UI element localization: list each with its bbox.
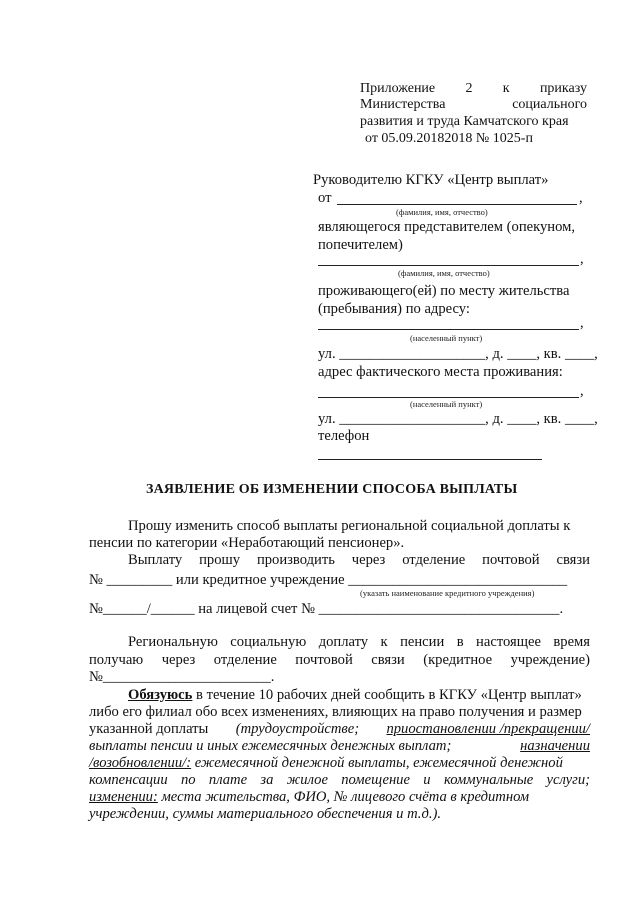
p2-word-2: прошу: [199, 552, 241, 568]
caption-locality-1: (населенный пункт): [410, 333, 483, 343]
p4-line-7: [89, 789, 529, 806]
p1-line-1: Прошу изменить способ выплаты региональной социальной доплаты к: [128, 518, 571, 534]
representative-name-line[interactable]: [318, 265, 579, 266]
phone-label: телефон: [318, 428, 370, 444]
p4-line-7-b: места жительства, ФИО, № лицевого счёта в кредитном: [157, 789, 530, 805]
obliged-word: Обязуюсь: [128, 687, 193, 703]
p4-line-6: [89, 772, 590, 789]
p4-line-8: учреждении, суммы материального обеспечения и т.д.).: [89, 806, 441, 822]
p4-line-3: [89, 721, 590, 738]
residing-text: [318, 282, 588, 318]
appendix-order: приказу: [539, 81, 587, 96]
p4-line-3-b: (трудоустройстве;: [235, 721, 360, 737]
p4-line-3-a: указанной доплаты: [89, 721, 209, 737]
actual-address-label: адрес фактического места проживания:: [318, 364, 563, 380]
appendix-word: Приложение: [360, 81, 436, 96]
appendix-to: к: [502, 81, 510, 96]
street-line-2[interactable]: ул. ____________________, д. ____, кв. ____,: [318, 411, 598, 427]
p4-line-5-a: /возобновлении/:: [89, 755, 192, 771]
p2-word-6: почтовой: [482, 552, 540, 568]
ministry-word: Министерства: [360, 97, 446, 112]
caption-credit-institution: (указать наименование кредитного учреждения): [360, 588, 535, 598]
caption-fio-2: (фамилия, имя, отчество): [398, 268, 490, 278]
comma-3: ,: [580, 315, 584, 331]
p2-word-3: производить: [256, 552, 335, 568]
phone-line[interactable]: [318, 459, 542, 460]
p4-line-1-rest: в течение 10 рабочих дней сообщить в КГКУ «Центр выплат»: [192, 687, 582, 703]
residing-label: проживающего(ей) по месту жительства (пребывания) по адресу:: [318, 283, 570, 317]
appendix-line-3: развития и труда Камчатского края: [360, 114, 569, 129]
p3-line-1-text: Региональную социальную доплату к пенсии в настоящее время: [128, 634, 590, 650]
locality-line-1[interactable]: [318, 329, 579, 330]
p2-line-1: [128, 552, 590, 569]
p2-line-2[interactable]: № _________ или кредитное учреждение ______________________________: [89, 572, 568, 588]
p3-line-1: [128, 634, 590, 651]
social-word: социального: [512, 97, 587, 112]
from-name-line[interactable]: [337, 204, 577, 205]
appendix-line-1: [360, 80, 587, 97]
p1-line-2: пенсии по категории «Неработающий пенсионер».: [89, 535, 405, 551]
p2-word-5: отделение: [402, 552, 466, 568]
p4-line-5-b: ежемесячной денежной выплаты, ежемесячной денежной: [191, 755, 563, 771]
addressee-to: Руководителю КГКУ «Центр выплат»: [313, 172, 549, 188]
p4-line-4-a: выплаты пенсии и иных ежемесячных денежных выплат;: [89, 738, 452, 754]
p4-line-5: [89, 755, 563, 772]
p4-line-6-text: компенсации по плате за жилое помещение и коммунальные услуги;: [89, 772, 590, 788]
comma-2: ,: [580, 251, 584, 267]
from-comma: ,: [579, 190, 583, 206]
representative-label: являющегося представителем (опекуном, попечителем): [318, 219, 576, 253]
p3-line-3[interactable]: №_______________________.: [89, 669, 275, 685]
p2-line-3[interactable]: №______/______ на лицевой счет № _________________________________.: [89, 601, 564, 617]
p4-line-7-a: изменении:: [89, 789, 158, 805]
p4-line-3-c: приостановлении /прекращении/: [386, 721, 590, 737]
street-line-1[interactable]: ул. ____________________, д. ____, кв. ____,: [318, 346, 598, 362]
p3-line-2-text: получаю через отделение почтовой связи (кредитное учреждение): [89, 652, 590, 668]
caption-locality-2: (населенный пункт): [410, 399, 483, 409]
appendix-date: от 05.09.20182018 № 1025-п: [365, 131, 533, 146]
comma-4: ,: [580, 383, 584, 399]
p3-line-2: [89, 652, 590, 669]
p2-word-1: Выплату: [128, 552, 183, 568]
p2-word-7: связи: [556, 552, 590, 568]
document-title: ЗАЯВЛЕНИЕ ОБ ИЗМЕНЕНИИ СПОСОБА ВЫПЛАТЫ: [146, 482, 518, 497]
p4-line-1: [128, 687, 582, 704]
representative-text: [318, 218, 588, 254]
appendix-line-2: [360, 96, 587, 113]
p2-word-4: через: [351, 552, 386, 568]
locality-line-2[interactable]: [318, 397, 579, 398]
p4-line-4-b: назначении: [520, 738, 590, 754]
appendix-number: 2: [465, 81, 473, 96]
p4-line-2: либо его филиал обо всех изменениях, влияющих на право получения и размер: [89, 704, 582, 720]
p4-line-4: [89, 738, 590, 755]
caption-fio-1: (фамилия, имя, отчество): [396, 207, 488, 217]
from-label: от: [318, 190, 332, 206]
